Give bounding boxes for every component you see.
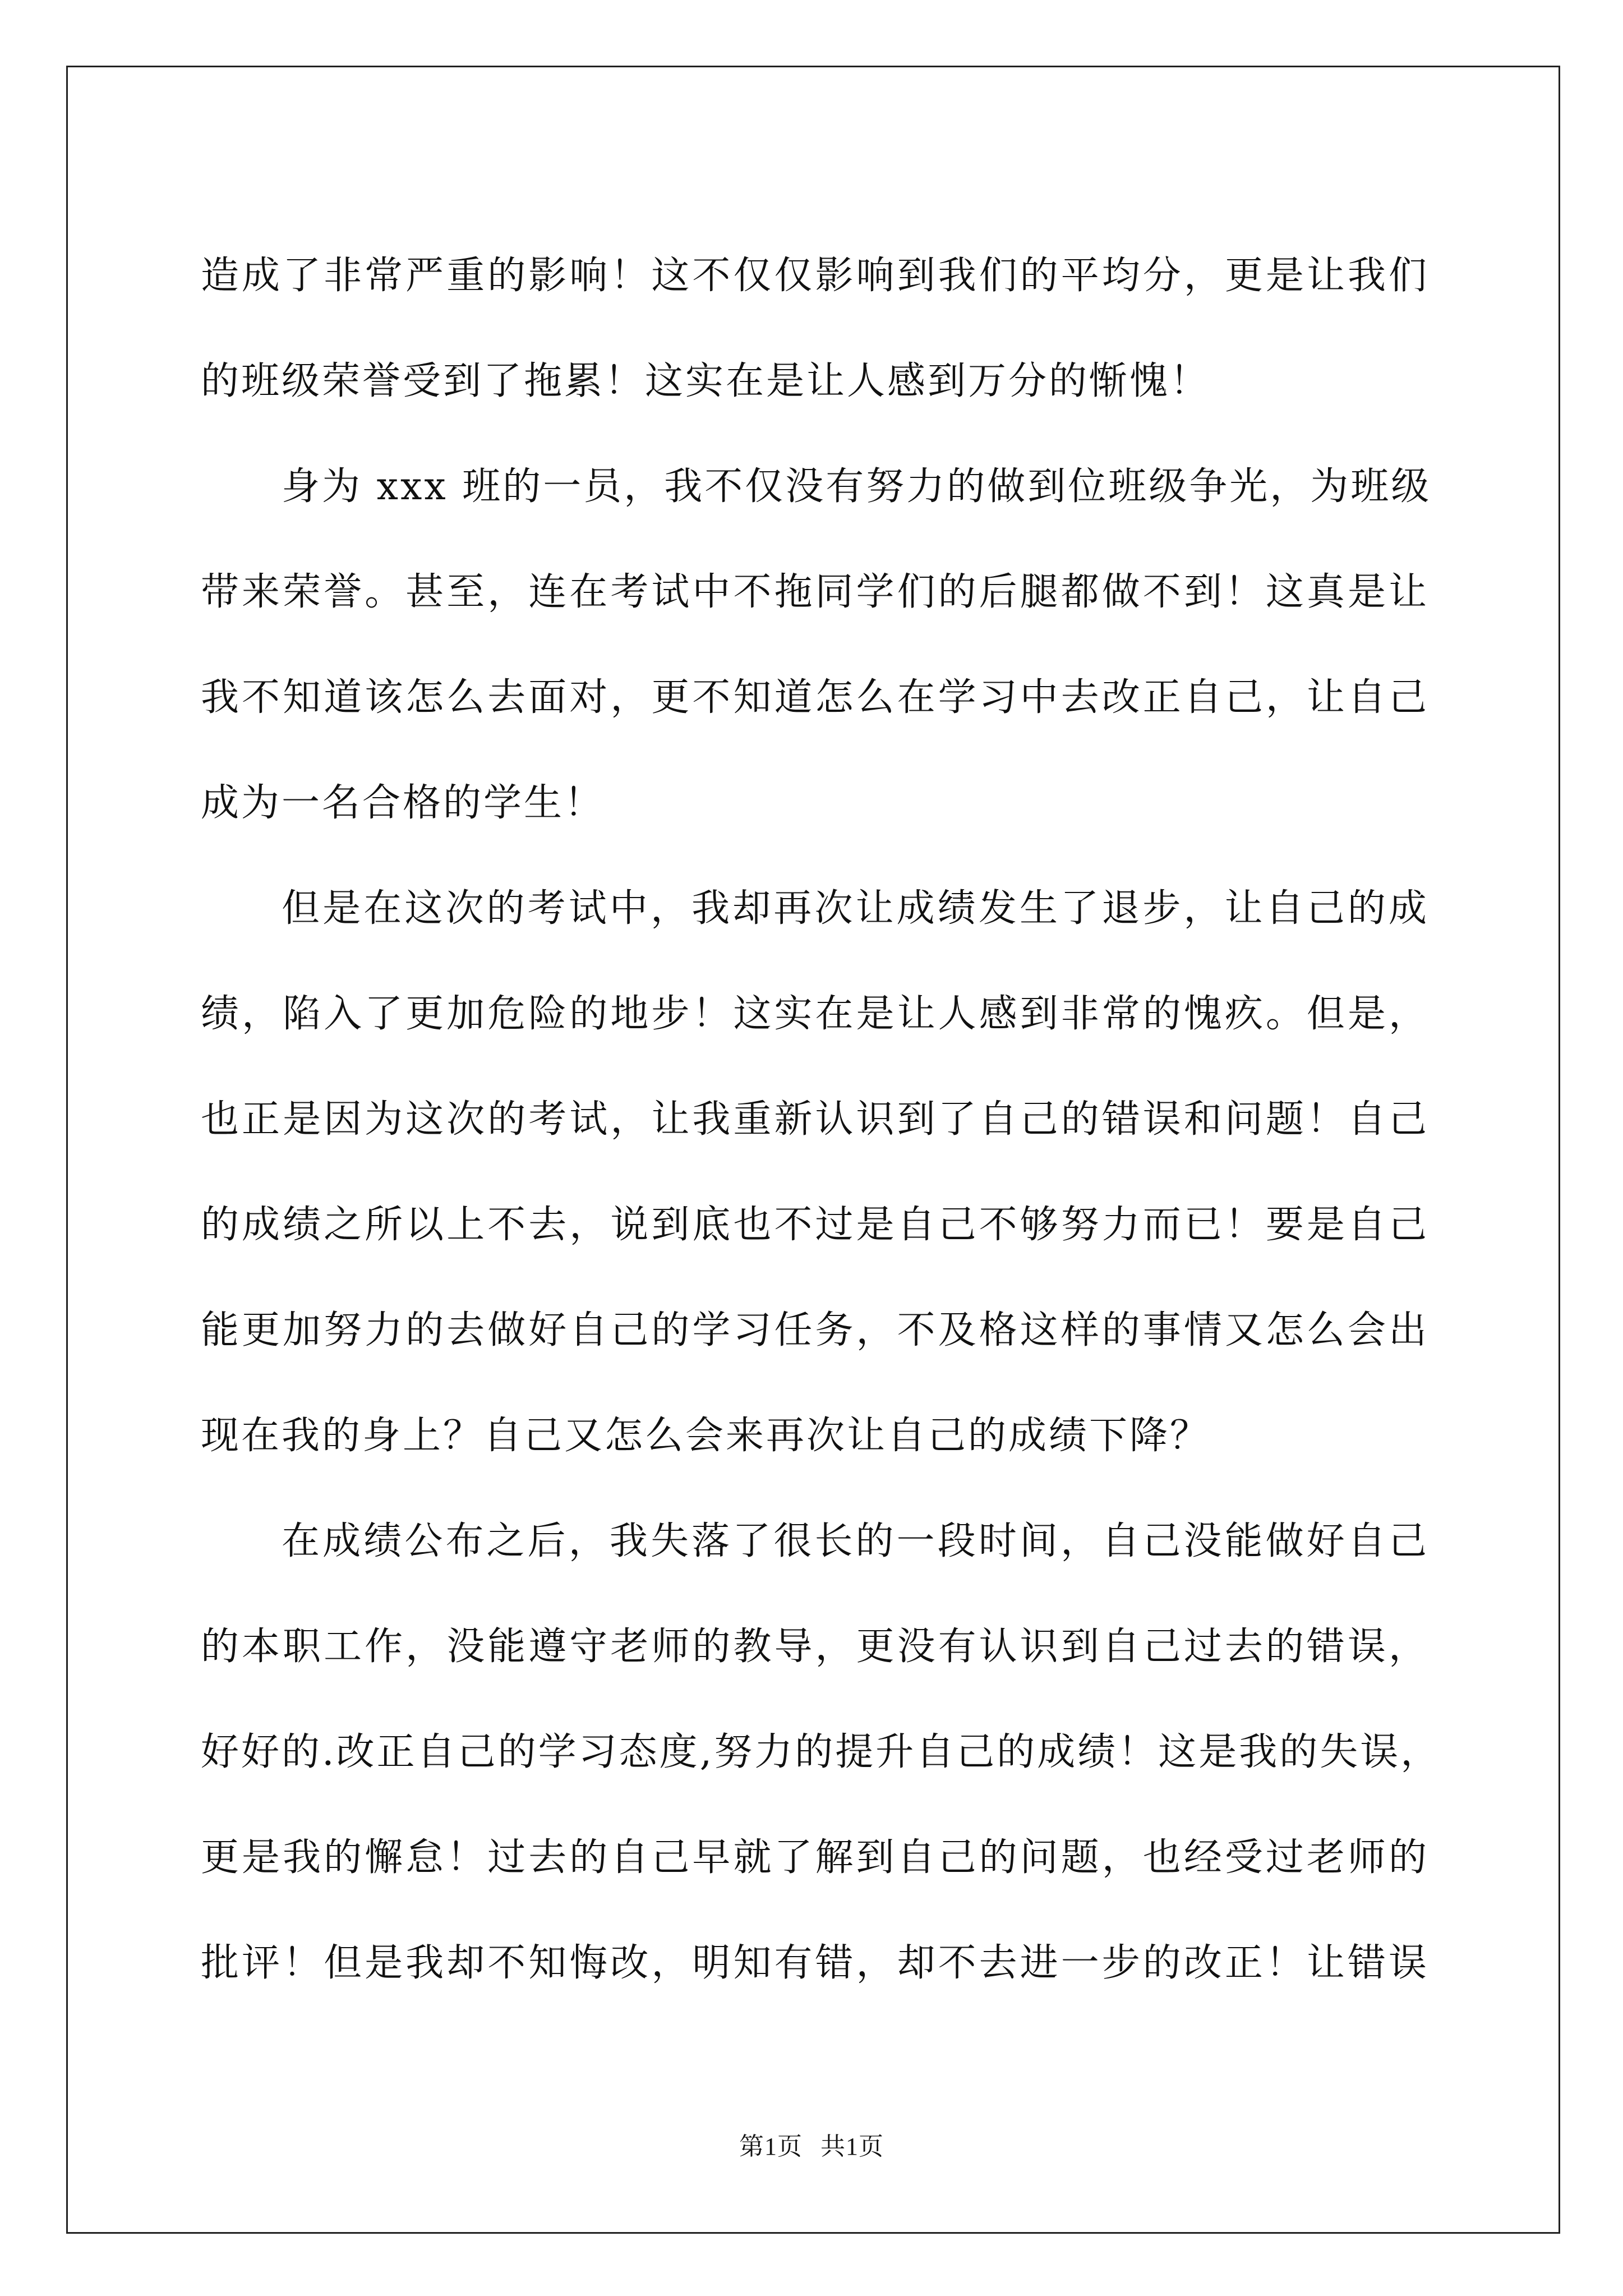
text-line: 能更加努力的去做好自己的学习任务，不及格这样的事情又怎么会出 (201, 1308, 1429, 1352)
page-footer (0, 2126, 1623, 2162)
page-number: 第1页 (739, 2133, 803, 2160)
text-line: 的成绩之所以上不去，说到底也不过是自己不够努力而已！要是自己 (201, 1203, 1429, 1247)
text-line: 绩，陷入了更加危险的地步！这实在是让人感到非常的愧疚。但是， (201, 992, 1429, 1036)
document-body (201, 223, 1441, 2016)
text-line: 身为 xxx 班的一员，我不仅没有努力的做到位班级争光，为班级 (282, 464, 1432, 509)
text-line: 也正是因为这次的考试，让我重新认识到了自己的错误和问题！自己 (201, 1097, 1429, 1142)
text-line: 但是在这次的考试中，我却再次让成绩发生了退步，让自己的成 (282, 886, 1429, 931)
text-line: 好好的.改正自己的学习态度,努力的提升自己的成绩！这是我的失误， (201, 1730, 1441, 1774)
text-line: 在成绩公布之后，我失落了很长的一段时间，自己没能做好自己 (282, 1519, 1429, 1563)
page-total: 共1页 (820, 2133, 884, 2160)
text-line: 批评！但是我却不知悔改，明知有错，却不去进一步的改正！让错误 (201, 1941, 1429, 1985)
text-line: 现在我的身上？自己又怎么会来再次让自己的成绩下降？ (201, 1414, 1211, 1458)
text-line: 造成了非常严重的影响！这不仅仅影响到我们的平均分，更是让我们 (201, 254, 1429, 298)
text-line: 的班级荣誉受到了拖累！这实在是让人感到万分的惭愧！ (201, 359, 1211, 403)
text-line: 我不知道该怎么去面对，更不知道怎么在学习中去改正自己，让自己 (201, 675, 1429, 720)
text-line: 更是我的懈怠！过去的自己早就了解到自己的问题，也经受过老师的 (201, 1835, 1429, 1880)
text-line: 成为一名合格的学生！ (201, 781, 605, 825)
text-line: 带来荣誉。甚至，连在考试中不拖同学们的后腿都做不到！这真是让 (201, 570, 1429, 614)
text-line: 的本职工作，没能遵守老师的教导，更没有认识到自己过去的错误， (201, 1625, 1429, 1669)
